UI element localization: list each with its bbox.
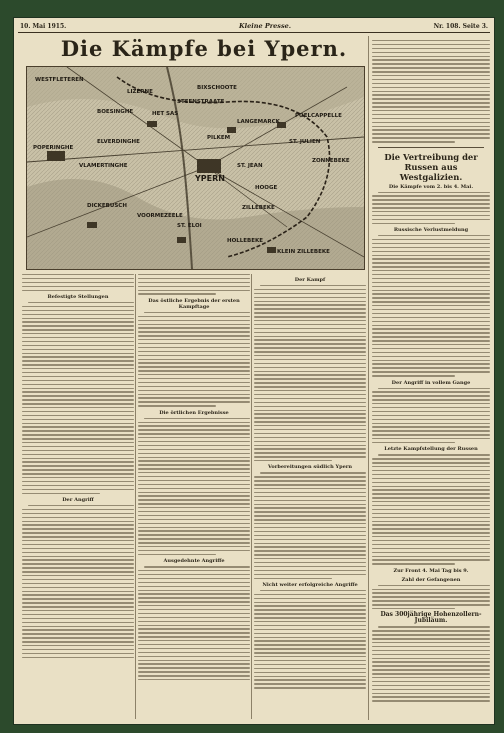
map-label: PILKEM	[207, 135, 231, 141]
body-text	[254, 472, 366, 578]
map-label: ZONNEBEKE	[312, 158, 350, 164]
map-label: LANGEMARCK	[237, 119, 280, 125]
map-label: ST. ELOI	[177, 223, 202, 229]
column-rule	[251, 274, 252, 719]
map-label: ZILLEBEKE	[242, 205, 275, 211]
body-text	[372, 388, 490, 444]
text-column-4	[372, 40, 490, 720]
body-text	[22, 302, 134, 494]
map-label: VLAMERTINGHE	[79, 163, 128, 169]
section-heading: Letzte Kampfstellung der Russen	[384, 446, 478, 453]
body-text	[138, 274, 250, 295]
section-heading: Der Kampf	[294, 277, 326, 283]
map-label: ST. JULIEN	[289, 139, 321, 145]
article-subheadline: Die Kämpfe vom 2. bis 4. Mai.	[388, 183, 474, 190]
section-heading: Zur Front 4. Mai Tag bis 9.	[393, 567, 469, 574]
section-heading: Zahl der Gefangenen	[401, 576, 461, 583]
section-heading: Die örtlichen Ergebnisse	[159, 409, 229, 416]
map-label: VOORMEZEELE	[137, 213, 183, 219]
body-text	[138, 418, 250, 556]
section-heading: Ausgedehnte Angriffe	[163, 558, 225, 565]
map-label: WESTFLETEREN	[35, 77, 84, 83]
body-text	[372, 585, 490, 610]
body-text	[138, 312, 250, 407]
section-heading: Der Angriff	[62, 496, 94, 503]
section-heading: Nicht weiter erfolgreiche Angriffe	[262, 581, 358, 588]
body-text	[254, 285, 366, 461]
column-rule	[135, 274, 136, 719]
section-heading: Vorbereitungen südlich Ypern	[267, 464, 353, 471]
body-text	[22, 505, 134, 658]
map-label: HOLLEBEKE	[227, 238, 264, 244]
map-label: ELVERDINGHE	[97, 139, 140, 145]
newspaper-name: Kleine Presse.	[239, 22, 292, 30]
section-heading: Russische Verlustmeldung	[393, 227, 469, 234]
map-label: BOESINGHE	[97, 109, 134, 115]
article-headline: Die Vertreibung der Russen aus Westgalizien.	[384, 151, 478, 182]
newspaper-page	[14, 18, 494, 724]
map-label: BIXSCHOOTE	[197, 85, 237, 91]
text-column-1	[22, 274, 134, 719]
body-text	[22, 274, 134, 291]
map-label: STEENSTRAATE	[177, 99, 225, 105]
body-text	[138, 566, 250, 680]
section-heading: Befestigte Stellungen	[47, 293, 109, 300]
body-text	[254, 590, 366, 689]
body-text	[372, 626, 490, 701]
map-label: DICKEBUSCH	[87, 203, 127, 209]
separator-rule	[378, 147, 484, 148]
section-heading: Das 300jährige Hohenzollern-Jubiläum.	[380, 611, 482, 625]
map-label: YPERN	[195, 174, 225, 183]
map-label: HOOGE	[255, 185, 278, 191]
map-label: ST. JEAN	[237, 163, 263, 169]
body-text	[372, 192, 490, 225]
column-rule	[368, 36, 369, 720]
article-title: Die Kämpfe bei Ypern.	[60, 36, 348, 61]
ypres-map	[26, 66, 365, 270]
body-text	[372, 454, 490, 564]
body-text	[372, 40, 490, 143]
text-column-3	[254, 274, 366, 719]
map-label: LIZERNE	[127, 89, 153, 95]
section-heading: Das östliche Ergebnis der ersten Kampftage	[148, 297, 240, 310]
issue-number: Nr. 108. Seite 3.	[433, 23, 488, 30]
map-label: HET SAS	[152, 111, 179, 117]
text-column-2	[138, 274, 250, 719]
map-label: KLEIN ZILLEBEKE	[277, 249, 330, 255]
body-text	[372, 235, 490, 376]
issue-date: 10. Mai 1915.	[20, 23, 67, 30]
header-rule	[18, 32, 490, 33]
section-heading: Der Angriff in vollem Gange	[391, 379, 471, 386]
map-drawing	[27, 67, 364, 269]
map-label: POPERINGHE	[33, 145, 74, 151]
map-label: POELCAPPELLE	[295, 113, 342, 119]
